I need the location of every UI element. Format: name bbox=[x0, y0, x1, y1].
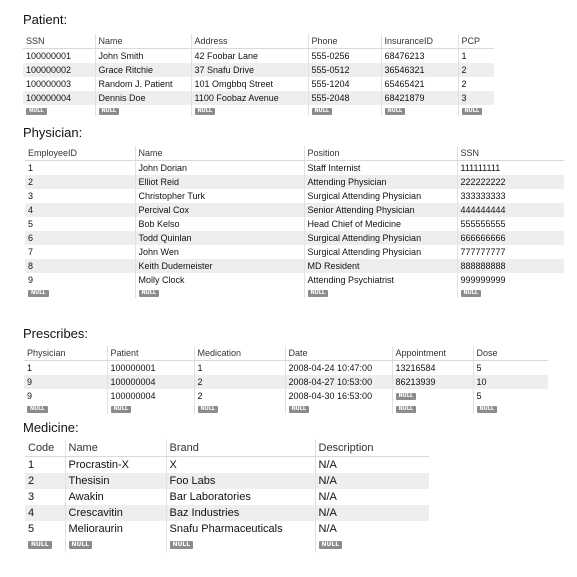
table-cell[interactable]: 1 bbox=[28, 163, 34, 173]
table-cell[interactable] bbox=[392, 389, 473, 403]
null-badge: NULL bbox=[195, 108, 216, 115]
null-cell[interactable] bbox=[23, 105, 95, 116]
null-badge: NULL bbox=[26, 108, 47, 115]
table-cell[interactable]: 2 bbox=[25, 175, 135, 189]
null-badge: NULL bbox=[99, 108, 120, 115]
table-cell[interactable]: 1 bbox=[194, 361, 285, 376]
column-header[interactable]: Brand bbox=[166, 439, 315, 457]
table-cell[interactable]: Thesisin bbox=[65, 473, 166, 489]
table-cell[interactable]: 5 bbox=[473, 361, 548, 376]
table-cell[interactable]: 2008-04-30 16:53:00 bbox=[285, 389, 392, 403]
table-cell[interactable]: 444444444 bbox=[457, 203, 564, 217]
table-row[interactable] bbox=[23, 63, 494, 77]
new-row-placeholder[interactable] bbox=[24, 403, 548, 414]
table-cell[interactable]: 2 bbox=[194, 389, 285, 403]
null-cell[interactable] bbox=[458, 105, 494, 116]
table-cell[interactable]: 42 Foobar Lane bbox=[191, 49, 308, 64]
table-cell[interactable]: 555-1204 bbox=[308, 77, 381, 91]
table-row[interactable] bbox=[25, 457, 429, 474]
null-cell[interactable] bbox=[65, 537, 166, 553]
table-cell[interactable]: Dennis Doe bbox=[95, 91, 191, 105]
null-cell[interactable] bbox=[194, 403, 285, 414]
column-header[interactable]: Phone bbox=[308, 34, 381, 49]
table-cell[interactable]: 100000001 bbox=[107, 361, 194, 376]
table-cell[interactable]: 4 bbox=[25, 203, 135, 217]
table-cell[interactable]: 555-2048 bbox=[308, 91, 381, 105]
table-cell[interactable]: Foo Labs bbox=[166, 473, 315, 489]
null-badge: NULL bbox=[170, 541, 194, 549]
table-cell[interactable]: 666666666 bbox=[457, 231, 564, 245]
table-cell[interactable]: 1 bbox=[458, 49, 494, 64]
table-cell[interactable]: Surgical Attending Physician bbox=[304, 245, 457, 259]
null-badge: NULL bbox=[462, 108, 483, 115]
table-cell[interactable]: 3 bbox=[28, 191, 34, 201]
null-badge: NULL bbox=[308, 290, 329, 297]
column-header[interactable]: Date bbox=[285, 346, 392, 361]
table-cell[interactable]: 100000002 bbox=[23, 63, 95, 77]
table-cell[interactable]: 777777777 bbox=[457, 245, 564, 259]
table-cell[interactable]: 222222222 bbox=[457, 175, 564, 189]
table-row[interactable] bbox=[25, 489, 429, 505]
table-cell[interactable]: Christopher Turk bbox=[135, 189, 304, 203]
prescribes-table bbox=[24, 346, 548, 414]
patient-header-row bbox=[23, 34, 494, 49]
new-row-placeholder[interactable] bbox=[25, 537, 429, 553]
column-header[interactable]: Appointment bbox=[392, 346, 473, 361]
table-row[interactable] bbox=[23, 49, 494, 64]
column-header[interactable]: EmployeeID bbox=[25, 146, 135, 161]
null-badge: NULL bbox=[477, 406, 498, 413]
table-cell[interactable]: 888888888 bbox=[457, 259, 564, 273]
null-cell[interactable] bbox=[381, 105, 458, 116]
table-cell[interactable]: Elliot Reid bbox=[135, 175, 304, 189]
table-cell[interactable]: 2 bbox=[25, 473, 65, 489]
column-header[interactable]: Code bbox=[25, 439, 65, 457]
patient-table bbox=[23, 34, 494, 116]
table-cell[interactable]: MD Resident bbox=[304, 259, 457, 273]
column-header[interactable]: Medication bbox=[194, 346, 285, 361]
table-cell[interactable]: Todd Quinlan bbox=[135, 231, 304, 245]
table-row[interactable] bbox=[25, 161, 564, 176]
table-cell[interactable]: 2 bbox=[194, 375, 285, 389]
table-row[interactable] bbox=[25, 273, 564, 287]
table-cell[interactable]: Random J. Patient bbox=[95, 77, 191, 91]
null-cell[interactable] bbox=[191, 105, 308, 116]
table-cell[interactable]: 2 bbox=[458, 63, 494, 77]
table-row[interactable] bbox=[24, 389, 548, 403]
column-header[interactable]: Patient bbox=[107, 346, 194, 361]
table-row[interactable] bbox=[25, 231, 564, 245]
table-cell[interactable]: 100000001 bbox=[26, 51, 72, 61]
table-cell[interactable]: 5 bbox=[473, 389, 548, 403]
null-cell[interactable] bbox=[304, 287, 457, 298]
column-header[interactable]: Physician bbox=[24, 346, 107, 361]
table-cell[interactable]: 68476213 bbox=[381, 49, 458, 64]
table-cell[interactable]: 2008-04-27 10:53:00 bbox=[285, 375, 392, 389]
table-cell[interactable]: 3 bbox=[458, 91, 494, 105]
patient-section-title: Patient: bbox=[23, 12, 68, 27]
null-badge: NULL bbox=[312, 108, 333, 115]
null-badge: NULL bbox=[111, 406, 132, 413]
table-cell[interactable]: Melioraurin bbox=[65, 521, 166, 537]
null-cell[interactable] bbox=[25, 287, 135, 298]
table-cell[interactable]: N/A bbox=[315, 473, 429, 489]
table-row[interactable] bbox=[23, 77, 494, 91]
column-header[interactable]: SSN bbox=[23, 34, 95, 49]
table-cell[interactable]: John Dorian bbox=[135, 161, 304, 176]
table-cell[interactable]: 9 bbox=[28, 275, 34, 285]
null-cell[interactable] bbox=[107, 403, 194, 414]
table-cell[interactable]: 8 bbox=[25, 259, 135, 273]
table-cell[interactable]: 2008-04-24 10:47:00 bbox=[285, 361, 392, 376]
null-badge: NULL bbox=[396, 393, 417, 400]
null-badge: NULL bbox=[28, 290, 49, 297]
table-cell[interactable]: Surgical Attending Physician bbox=[304, 231, 457, 245]
new-row-placeholder[interactable] bbox=[25, 287, 564, 298]
table-row[interactable] bbox=[25, 521, 429, 537]
table-cell[interactable]: 6 bbox=[25, 231, 135, 245]
physician-section-title: Physician: bbox=[23, 125, 83, 140]
null-cell[interactable] bbox=[392, 403, 473, 414]
table-cell[interactable]: 100000003 bbox=[26, 79, 72, 89]
table-cell[interactable]: 9 bbox=[24, 375, 107, 389]
table-row[interactable] bbox=[23, 91, 494, 105]
table-cell[interactable]: 1 bbox=[28, 459, 35, 471]
null-cell[interactable] bbox=[24, 403, 107, 414]
table-row[interactable] bbox=[25, 473, 429, 489]
null-badge: NULL bbox=[289, 406, 310, 413]
physician-table bbox=[25, 146, 564, 298]
column-header[interactable]: PCP bbox=[458, 34, 494, 49]
prescribes-section-title: Prescribes: bbox=[23, 326, 89, 341]
medicine-section-title: Medicine: bbox=[23, 420, 79, 435]
prescribes-header-row bbox=[24, 346, 548, 361]
table-cell[interactable]: 86213939 bbox=[392, 375, 473, 389]
column-header[interactable]: Name bbox=[95, 34, 191, 49]
table-cell[interactable]: 100000004 bbox=[23, 91, 95, 105]
null-cell[interactable] bbox=[95, 105, 191, 116]
table-cell[interactable]: 3 bbox=[28, 491, 35, 503]
table-cell[interactable]: Baz Industries bbox=[166, 505, 315, 521]
table-cell[interactable]: 5 bbox=[28, 523, 35, 535]
medicine-table bbox=[25, 439, 429, 553]
null-badge: NULL bbox=[28, 541, 52, 549]
new-row-placeholder[interactable] bbox=[23, 105, 494, 116]
table-cell[interactable]: Crescavitin bbox=[65, 505, 166, 521]
null-cell[interactable] bbox=[285, 403, 392, 414]
table-cell[interactable]: Head Chief of Medicine bbox=[304, 217, 457, 231]
table-cell[interactable]: N/A bbox=[315, 489, 429, 505]
table-cell[interactable]: 4 bbox=[25, 505, 65, 521]
table-cell[interactable]: Procrastin-X bbox=[65, 457, 166, 474]
null-badge: NULL bbox=[385, 108, 406, 115]
table-row[interactable] bbox=[24, 361, 548, 376]
column-header[interactable]: Position bbox=[304, 146, 457, 161]
physician-header-row bbox=[25, 146, 564, 161]
table-cell[interactable]: John Smith bbox=[95, 49, 191, 64]
table-row[interactable] bbox=[25, 189, 564, 203]
table-row[interactable] bbox=[25, 203, 564, 217]
table-cell[interactable]: 555-0512 bbox=[308, 63, 381, 77]
column-header[interactable]: Description bbox=[315, 439, 429, 457]
null-cell[interactable] bbox=[457, 287, 564, 298]
table-cell[interactable]: 2 bbox=[458, 77, 494, 91]
table-cell[interactable]: 5 bbox=[28, 219, 34, 229]
null-badge: NULL bbox=[396, 406, 417, 413]
null-badge: NULL bbox=[27, 406, 48, 413]
table-cell[interactable]: 1 bbox=[27, 363, 33, 373]
table-cell[interactable]: Attending Physician bbox=[304, 175, 457, 189]
table-cell[interactable]: 13216584 bbox=[392, 361, 473, 376]
null-badge: NULL bbox=[139, 290, 160, 297]
table-cell[interactable]: Senior Attending Physician bbox=[304, 203, 457, 217]
null-badge: NULL bbox=[319, 541, 343, 549]
table-cell[interactable]: Surgical Attending Physician bbox=[304, 189, 457, 203]
table-row[interactable] bbox=[25, 217, 564, 231]
table-cell[interactable]: Bar Laboratories bbox=[166, 489, 315, 505]
table-cell[interactable]: 65465421 bbox=[381, 77, 458, 91]
table-cell[interactable]: Molly Clock bbox=[135, 273, 304, 287]
table-row[interactable] bbox=[24, 375, 548, 389]
table-cell[interactable]: 100000004 bbox=[107, 389, 194, 403]
table-row[interactable] bbox=[25, 245, 564, 259]
table-cell[interactable]: 555-0256 bbox=[308, 49, 381, 64]
null-cell[interactable] bbox=[166, 537, 315, 553]
table-cell[interactable]: 555555555 bbox=[457, 217, 564, 231]
column-header[interactable]: SSN bbox=[457, 146, 564, 161]
null-badge: NULL bbox=[69, 541, 93, 549]
table-row[interactable] bbox=[25, 175, 564, 189]
column-header[interactable]: Address bbox=[191, 34, 308, 49]
table-cell[interactable]: 100000004 bbox=[107, 375, 194, 389]
table-cell[interactable]: 999999999 bbox=[457, 273, 564, 287]
table-cell[interactable]: Bob Kelso bbox=[135, 217, 304, 231]
table-cell[interactable]: Awakin bbox=[65, 489, 166, 505]
table-cell[interactable]: Attending Psychiatrist bbox=[304, 273, 457, 287]
table-cell[interactable]: Keith Dudemeister bbox=[135, 259, 304, 273]
column-header[interactable]: Name bbox=[65, 439, 166, 457]
table-cell[interactable]: 10 bbox=[473, 375, 548, 389]
null-cell[interactable] bbox=[473, 403, 548, 414]
column-header[interactable]: InsuranceID bbox=[381, 34, 458, 49]
null-badge: NULL bbox=[461, 290, 482, 297]
null-cell[interactable] bbox=[308, 105, 381, 116]
table-cell[interactable]: Percival Cox bbox=[135, 203, 304, 217]
null-cell[interactable] bbox=[25, 537, 65, 553]
table-cell[interactable]: Grace Ritchie bbox=[95, 63, 191, 77]
table-cell[interactable]: 68421879 bbox=[381, 91, 458, 105]
table-cell[interactable]: X bbox=[166, 457, 315, 474]
table-cell[interactable]: Staff Internist bbox=[304, 161, 457, 176]
table-cell[interactable]: 9 bbox=[27, 391, 33, 401]
column-header[interactable]: Dose bbox=[473, 346, 548, 361]
table-cell[interactable]: N/A bbox=[315, 505, 429, 521]
table-cell[interactable]: N/A bbox=[315, 521, 429, 537]
table-cell[interactable]: Snafu Pharmaceuticals bbox=[166, 521, 315, 537]
medicine-header-row bbox=[25, 439, 429, 457]
table-cell[interactable]: 37 Snafu Drive bbox=[191, 63, 308, 77]
column-header[interactable]: Name bbox=[135, 146, 304, 161]
table-row[interactable] bbox=[25, 259, 564, 273]
table-cell[interactable]: N/A bbox=[315, 457, 429, 474]
null-cell[interactable] bbox=[315, 537, 429, 553]
table-cell[interactable]: 101 Omgbbq Street bbox=[191, 77, 308, 91]
table-cell[interactable]: 1100 Foobaz Avenue bbox=[191, 91, 308, 105]
null-cell[interactable] bbox=[135, 287, 304, 298]
table-cell[interactable]: John Wen bbox=[135, 245, 304, 259]
table-row[interactable] bbox=[25, 505, 429, 521]
table-cell[interactable]: 7 bbox=[28, 247, 34, 257]
table-cell[interactable]: 333333333 bbox=[457, 189, 564, 203]
null-badge: NULL bbox=[198, 406, 219, 413]
table-cell[interactable]: 111111111 bbox=[457, 161, 564, 176]
table-cell[interactable]: 36546321 bbox=[381, 63, 458, 77]
